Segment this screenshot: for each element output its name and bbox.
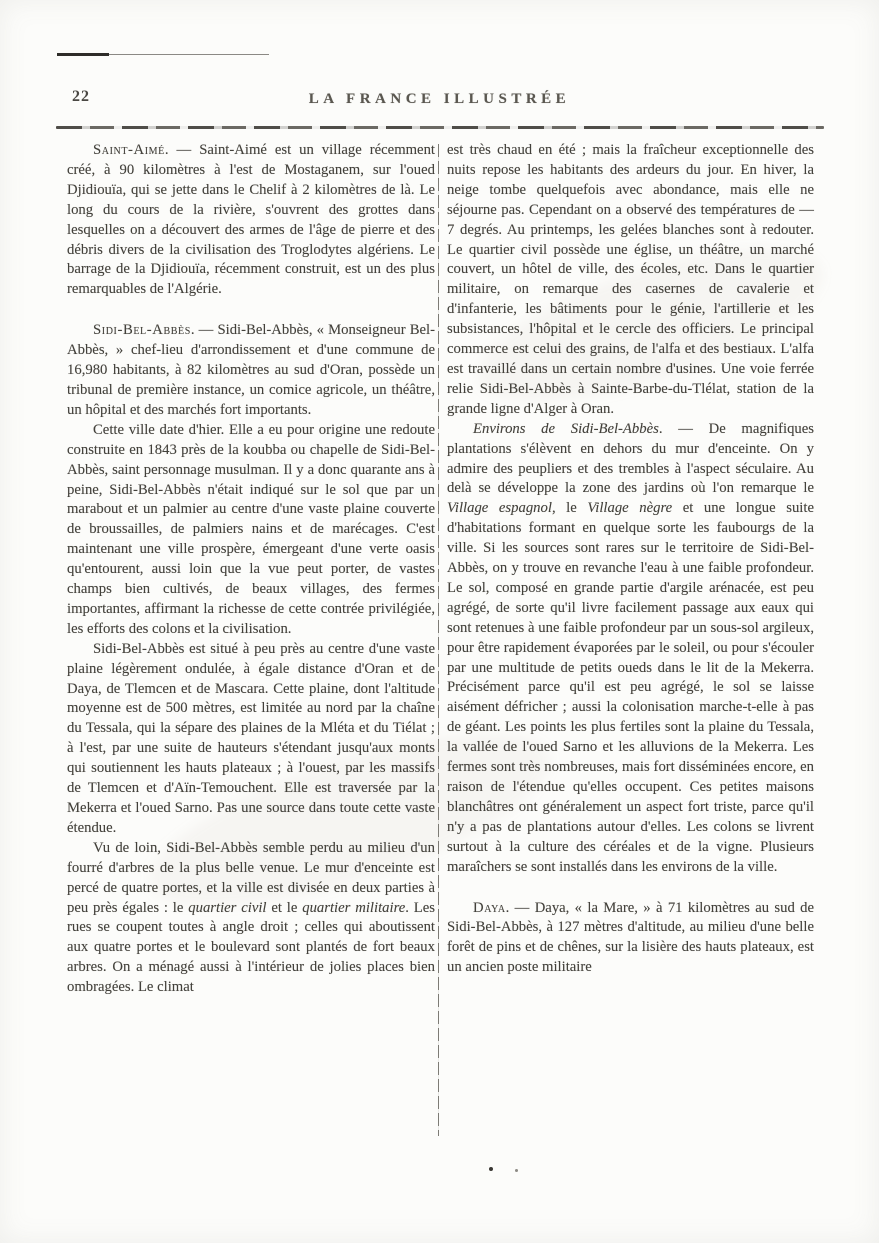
text-segment: est très chaud en été ; mais la fraîcheur exceptionnelle des nuits repose les habitants des ardeurs du jour. En hiver, la neige tombe quelquefois avec abondance, mais elle ne séjourne pas. Cependant on a observé des températures de — 7 degrés. Au printemps, les gelées blanches sont à redouter. Le quartier civil possède une église, un théâtre, un marché couvert, un hôtel de ville, des écoles, etc. Dans le quartier militaire, on remarque des casernes de cavalerie et d'infanterie, les bâtiments pour le génie, l'artillerie et les subsistances, l'hôpital et le cercle des officiers. Le principal commerce est celui des grains, de l'alfa et des bestiaux. L'alfa est travaillé dans un certain nombre d'usines. Une voie ferrée relie Sidi-Bel-Abbès à Sainte-Barbe-du-Tlélat, station de la grande ligne d'Alger à Oran. [447, 142, 814, 417]
paragraph [67, 321, 435, 421]
text-segment: Village nègre [587, 500, 673, 517]
text-segment: quartier militaire [302, 899, 406, 916]
scan-artifact-dash [57, 53, 109, 56]
text-segment: . — De magnifiques plantations s'élèvent en dehors du mur d'enceinte. On y admire des peupliers et des trembles à l'aspect séculaire. Au delà se développe la zone des jardins où l'on remarque le [447, 420, 815, 497]
text-segment: quartier civil [188, 899, 267, 916]
article-lead: Sidi-Bel-Abbès [93, 322, 191, 339]
paragraph [67, 640, 435, 839]
article-lead: Saint-Aimé [93, 142, 165, 158]
paragraph [67, 141, 435, 300]
article-lead: Daya [473, 899, 506, 916]
text-segment: et une longue suite d'habitations formant en quelque sorte les faubourgs de la ville. Si les sources sont rares sur le territoire de Sidi-Bel-Abbès, on y trouve en revanche l'eau à une faible profondeur. Le sol, composé en grande partie d'argile arénacée, est peu agrégé, de sorte qu'il livre facilement passage aux eaux qui sont retenues à une faible profondeur par un sous-sol argileux, pour être rapidement évaporées par le soleil, ou pour s'écouler par une multitude de petits oueds dans le lit de la Mekerra. Précisément parce qu'il est peu agrégé, le sol se laisse aisément défricher ; aussi la colonisation marche-t-elle à pas de géant. Les points les plus fertiles sont la plaine du Tessala, la vallée de l'oued Sarno et les alluvions de la Mekerra. Les fermes sont très nombreuses, mais fort disséminées encore, en raison de l'étendue qu'elles occupent. Ces petites maisons blanchâtres ont généralement un aspect fort triste, parce qu'il n'y a pas de plantations autour d'elles. Les colons se livrent surtout à la culture des céréales et de la vigne. Plusieurs maraîchers se sont installés dans les environs de la ville. [447, 500, 814, 875]
scan-speck [515, 1169, 518, 1172]
text-column-right [447, 141, 814, 978]
paragraph [447, 420, 814, 878]
text-segment: . — Daya, « la Mare, » à 71 kilomètres au sud de Sidi-Bel-Abbès, à 127 mètres d'altitude, au milieu d'une belle forêt de pins et de chênes, sur la lisière des hauts plateaux, est un ancien poste militaire [447, 899, 814, 976]
header-rule [56, 126, 824, 129]
scan-speck [489, 1167, 493, 1171]
text-segment: Sidi-Bel-Abbès est situé à peu près au centre d'une vaste plaine légèrement ondulée, à égale distance d'Oran et de Daya, de Tlemcen et de Mascara. Cette plaine, dont l'altitude moyenne est de 500 mètres, est limitée au nord par la chaîne du Tessala, qui la sépare des plaines de la Mléta et du Tiélat ; à l'est, par une suite de hauteurs s'étendant jusqu'aux monts qui soutiennent les hauts plateaux ; à l'ouest, par les massifs de Tlemcen et d'Aïn-Temouchent. Elle est traversée par la Mekerra et l'oued Sarno. Pas une source dans toute cette vaste étendue. [67, 640, 435, 836]
column-divider-rule [438, 144, 439, 1136]
text-segment: Environs de Sidi-Bel-Abbès [473, 420, 659, 437]
publication-title: LA FRANCE ILLUSTRÉE [308, 91, 571, 107]
paragraph [67, 839, 435, 998]
text-segment: et le [266, 899, 303, 916]
paragraph [67, 421, 435, 640]
text-segment: . — Saint-Aimé est un village récemment créé, à 90 kilomètres à l'est de Mostaganem, sur l'oued Djidiouïa, qui se jette dans le Chelif à 2 kilomètres de là. Le long du cours de la rivière, s'ouvrent des grottes dans lesquelles on a découvert des armes de l'âge de pierre et des débris divers de la civilisation des Troglodytes algériens. Le barrage de la Djidiouïa, récemment construit, est un des plus remarquables de l'Algérie. [67, 142, 435, 298]
text-segment: . — Sidi-Bel-Abbès, « Monseigneur Bel-Abbès, » chef-lieu d'arrondissement et d'une commune de 16,980 habitants, à 82 kilomètres au sud d'Oran, possède un tribunal de première instance, un comice agricole, un théâtre, un hôpital et des marchés fort importants. [67, 322, 435, 418]
text-column-left [67, 141, 435, 998]
text-segment: Vu de loin, Sidi-Bel-Abbès semble perdu au milieu d'un fourré d'arbres de la plus belle venue. Le mur d'enceinte est percé de quatre portes, et la ville est divisée en deux parties à peu près égales : le [67, 839, 435, 916]
paragraph [447, 141, 814, 420]
text-segment: Village espagnol [447, 500, 552, 517]
page-number: 22 [72, 88, 90, 105]
text-segment: , le [551, 500, 588, 517]
paragraph [447, 899, 814, 979]
text-segment: Cette ville date d'hier. Elle a eu pour origine une redoute construite en 1843 près de la koubba ou chapelle de Sidi-Bel-Abbès, saint personnage musulman. Il y a donc quarante ans à peine, Sidi-Bel-Abbès n'était indiqué sur le sol que par un marabout et un palmier au centre d'une vaste plaine couverte de broussailles, de palmiers nains et de marécages. C'est maintenant une ville prospère, émergeant d'une verte oasis qu'entourent, aussi loin que la vue peut porter, de vastes champs bien cultivés, de beaux villages, des fermes importantes, affirmant la richesse de cette contrée privilégiée, les efforts des colons et la civilisation. [67, 421, 435, 637]
text-segment: . Les rues se coupent toutes à angle droit ; celles qui aboutissent aux quatre portes et le boulevard sont plantés de fort beaux arbres. On a ménagé aussi à l'intérieur de jolies places bien ombragées. Le climat [67, 899, 435, 996]
